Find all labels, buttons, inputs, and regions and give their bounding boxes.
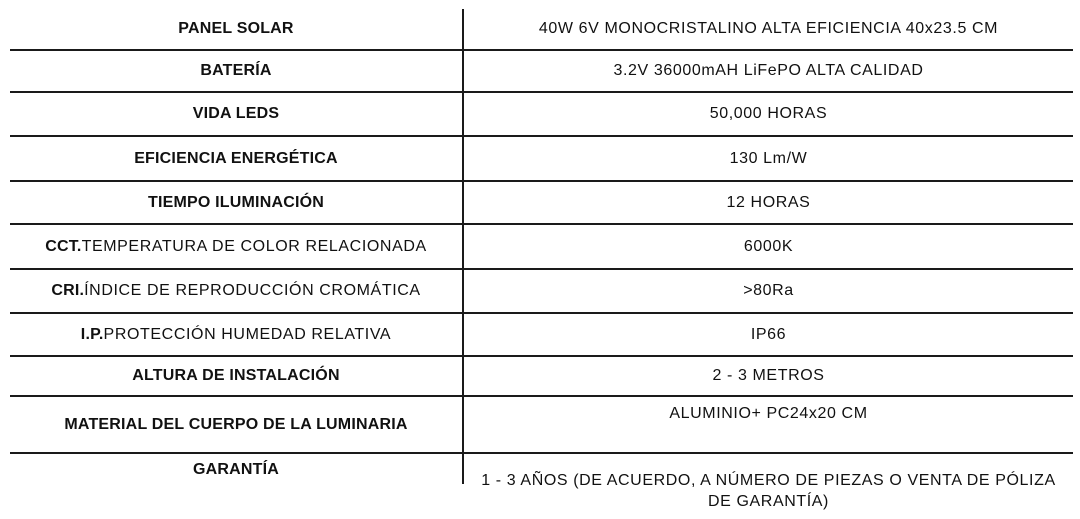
spec-row-bateria [10, 51, 1073, 93]
spec-value: 130 Lm/W [729, 149, 808, 167]
spec-label [10, 93, 464, 135]
spec-label-bold: GARANTÍA [192, 461, 280, 478]
spec-value: 50,000 HORAS [709, 105, 828, 122]
spec-row-vida-leds [10, 93, 1073, 137]
spec-label [10, 397, 464, 452]
spec-row-panel-solar [10, 9, 1073, 51]
spec-row-tiempo [10, 182, 1073, 225]
spec-label-bold: TIEMPO ILUMINACIÓN [147, 193, 325, 211]
spec-label-bold: ALTURA DE INSTALACIÓN [132, 367, 340, 384]
spec-label-bold: EFICIENCIA ENERGÉTICA [134, 149, 338, 167]
spec-row-garantia [10, 454, 1073, 518]
spec-label-bold: PANEL SOLAR [178, 20, 294, 37]
spec-value: 1 - 3 AÑOS (DE ACUERDO, A NÚMERO DE PIEZAS O VENTA DE PÓLIZA DE GARANTÍA) [481, 472, 1056, 510]
spec-label-bold: VIDA LEDS [192, 105, 280, 122]
spec-label-bold: CRI. [51, 282, 85, 299]
spec-label-light: ÍNDICE DE REPRODUCCIÓN CROMÁTICA [84, 282, 421, 299]
spec-value: 6000K [743, 237, 794, 255]
spec-label [10, 314, 464, 355]
spec-value: IP66 [750, 325, 787, 343]
spec-row-cri [10, 270, 1073, 314]
spec-label [10, 270, 464, 312]
spec-value: >80Ra [743, 282, 794, 299]
spec-row-ip [10, 314, 1073, 357]
spec-table [10, 9, 1073, 518]
spec-label-bold: MATERIAL DEL CUERPO DE LA LUMINARIA [64, 415, 408, 433]
spec-label-bold: BATERÍA [200, 62, 272, 79]
spec-row-altura [10, 357, 1073, 397]
spec-value: ALUMINIO+ PC24x20 CM [669, 405, 868, 422]
spec-label [10, 182, 464, 223]
spec-value: 3.2V 36000mAH LiFePO ALTA CALIDAD [613, 62, 924, 79]
spec-label-bold: CCT. [45, 237, 82, 255]
spec-label-light: TEMPERATURA DE COLOR RELACIONADA [81, 237, 427, 255]
spec-value: 12 HORAS [726, 193, 811, 211]
spec-row-eficiencia [10, 137, 1073, 182]
spec-row-material [10, 397, 1073, 454]
spec-label [10, 9, 464, 49]
spec-label [10, 225, 464, 268]
spec-label [10, 51, 464, 91]
spec-label [10, 137, 464, 180]
spec-value: 40W 6V MONOCRISTALINO ALTA EFICIENCIA 40x23.5 CM [538, 20, 999, 37]
spec-row-cct [10, 225, 1073, 270]
spec-label-light: PROTECCIÓN HUMEDAD RELATIVA [103, 325, 392, 343]
spec-label [10, 454, 464, 484]
spec-value: 2 - 3 METROS [712, 367, 825, 384]
spec-label [10, 357, 464, 395]
spec-label-bold: I.P. [80, 325, 104, 343]
